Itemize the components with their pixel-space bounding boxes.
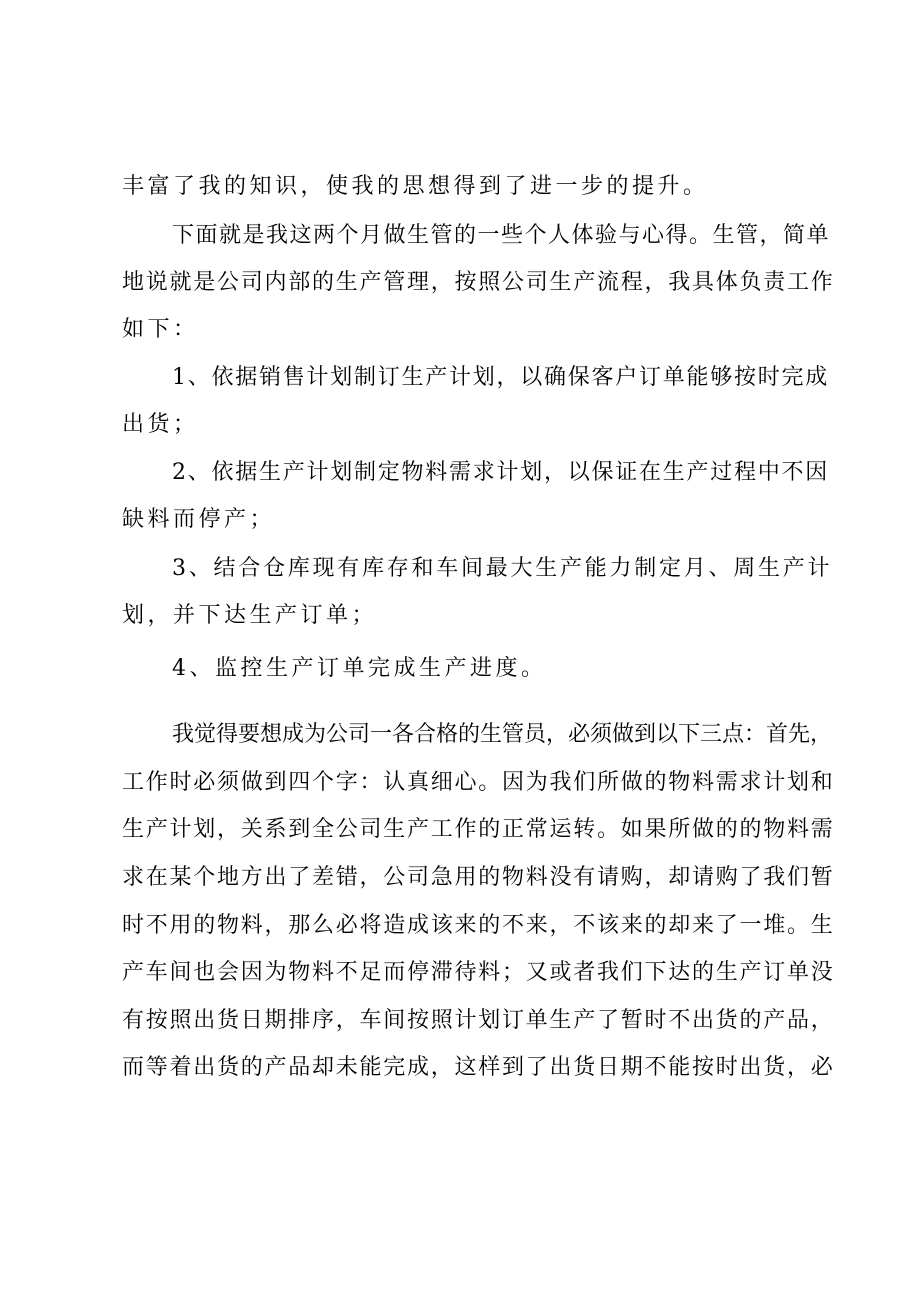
- text-line-2: 下面就是我这两个月做生管的一些个人体验与心得。生管，简单: [172, 223, 831, 248]
- text-line-6: 出货；: [122, 412, 199, 437]
- text-line-9: 3、结合仓库现有库存和车间最大生产能力制定月、周生产计: [172, 556, 833, 581]
- text-line-7: 2、依据生产计划制定物料需求计划，以保证在生产过程中不因: [172, 460, 829, 485]
- text-line-11: 4、监控生产订单完成生产进度。: [172, 656, 547, 681]
- text-line-3: 地说就是公司内部的生产管理，按照公司生产流程，我具体负责工作: [122, 270, 835, 295]
- text-line-1: 丰富了我的知识，使我的思想得到了进一步的提升。: [122, 174, 709, 199]
- text-line-10: 划，并下达生产订单；: [122, 603, 378, 628]
- text-line-15: 求在某个地方出了差错，公司急用的物料没有请购，却请购了我们暂: [122, 865, 835, 890]
- text-line-14: 生产计划，关系到全公司生产工作的正常运转。如果所做的的物料需: [122, 817, 835, 842]
- text-line-8: 缺料而停产；: [122, 507, 276, 532]
- text-line-12: 我觉得要想成为公司一各合格的生管员，必须做到以下三点：首先，: [172, 722, 833, 747]
- text-line-18: 有按照出货日期排序，车间按照计划订单生产了暂时不出货的产品，: [122, 1008, 835, 1033]
- text-line-13: 工作时必须做到四个字：认真细心。因为我们所做的物料需求计划和: [122, 770, 835, 795]
- text-line-16: 时不用的物料，那么必将造成该来的不来，不该来的却来了一堆。生: [122, 913, 835, 938]
- text-line-4: 如下：: [122, 317, 199, 342]
- text-line-17: 产车间也会因为物料不足而停滞待料；又或者我们下达的生产订单没: [122, 960, 835, 985]
- text-line-5: 1、依据销售计划制订生产计划，以确保客户订单能够按时完成: [172, 365, 829, 390]
- text-line-19: 而等着出货的产品却未能完成，这样到了出货日期不能按时出货，必: [122, 1055, 835, 1080]
